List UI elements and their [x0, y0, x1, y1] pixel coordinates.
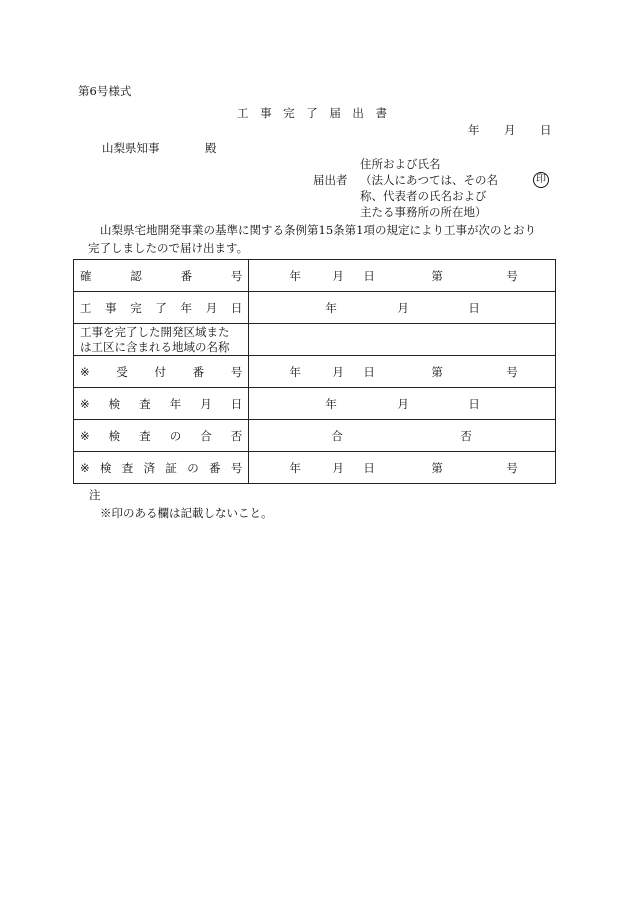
- body-line-1: 山梨県宅地開発事業の基準に関する条例第15条第1項の規定により工事が次のとおり: [100, 223, 536, 237]
- form-number: 第6号様式: [78, 84, 132, 98]
- inspection-date-label: ※ 検 査 年 月 日: [74, 388, 249, 420]
- inspection-result-label: ※ 検 査 の 合 否: [74, 420, 249, 452]
- completion-date-field[interactable]: 年 月 日: [249, 292, 556, 324]
- table-row: [74, 452, 556, 484]
- inspection-date-field[interactable]: 年 月 日: [249, 388, 556, 420]
- pass-option: 合: [331, 428, 343, 443]
- applicant-line: 主たる事務所の所在地）: [360, 205, 487, 219]
- confirmation-number-field[interactable]: 年 月 日 第 号: [249, 260, 556, 292]
- addressee-governor: 山梨県知事: [102, 141, 160, 155]
- body-line-2: 完了しましたので届け出ます。: [88, 241, 249, 255]
- table-row: [74, 324, 556, 356]
- title-char: 届: [329, 106, 341, 120]
- table-row: [74, 292, 556, 324]
- title-char: 完: [283, 106, 295, 120]
- applicant-line: （法人にあつては、その名: [360, 173, 498, 187]
- title-char: 書: [375, 106, 387, 120]
- confirmation-number-label: 確 認 番 号: [74, 260, 249, 292]
- seal-mark: 印: [533, 172, 549, 188]
- completion-date-label: 工 事 完 了 年 月 日: [74, 292, 249, 324]
- form-title: [237, 106, 387, 120]
- area-name-field[interactable]: [249, 324, 556, 356]
- addressee-honorific: 殿: [205, 141, 217, 155]
- table-row: [74, 260, 556, 292]
- inspection-certificate-number-label: ※ 検 査 済 証 の 番 号: [74, 452, 249, 484]
- inspection-result-field[interactable]: [249, 420, 556, 452]
- table-row: [74, 356, 556, 388]
- applicant-line: 称、代表者の氏名および: [360, 189, 487, 203]
- title-char: 事: [260, 106, 272, 120]
- title-char: 了: [306, 106, 318, 120]
- date-month: 月: [504, 123, 516, 137]
- inspection-certificate-number-field[interactable]: 年 月 日 第 号: [249, 452, 556, 484]
- notes-line-1: ※印のある欄は記載しないこと。: [100, 506, 273, 520]
- table-row: [74, 388, 556, 420]
- fail-option: 否: [460, 428, 472, 443]
- date-year: 年: [468, 123, 480, 137]
- title-char: 工: [237, 106, 249, 120]
- date-day: 日: [540, 123, 552, 137]
- receipt-number-field[interactable]: 年 月 日 第 号: [249, 356, 556, 388]
- notes-heading: 注: [89, 488, 101, 502]
- applicant-label: 届出者: [313, 173, 348, 187]
- area-name-label: 工事を完了した開発区域また は工区に含まれる地域の名称: [74, 324, 249, 356]
- table-row: [74, 420, 556, 452]
- applicant-line: 住所および氏名: [360, 157, 441, 171]
- completion-form-table: [73, 259, 556, 484]
- title-char: 出: [352, 106, 364, 120]
- receipt-number-label: ※ 受 付 番 号: [74, 356, 249, 388]
